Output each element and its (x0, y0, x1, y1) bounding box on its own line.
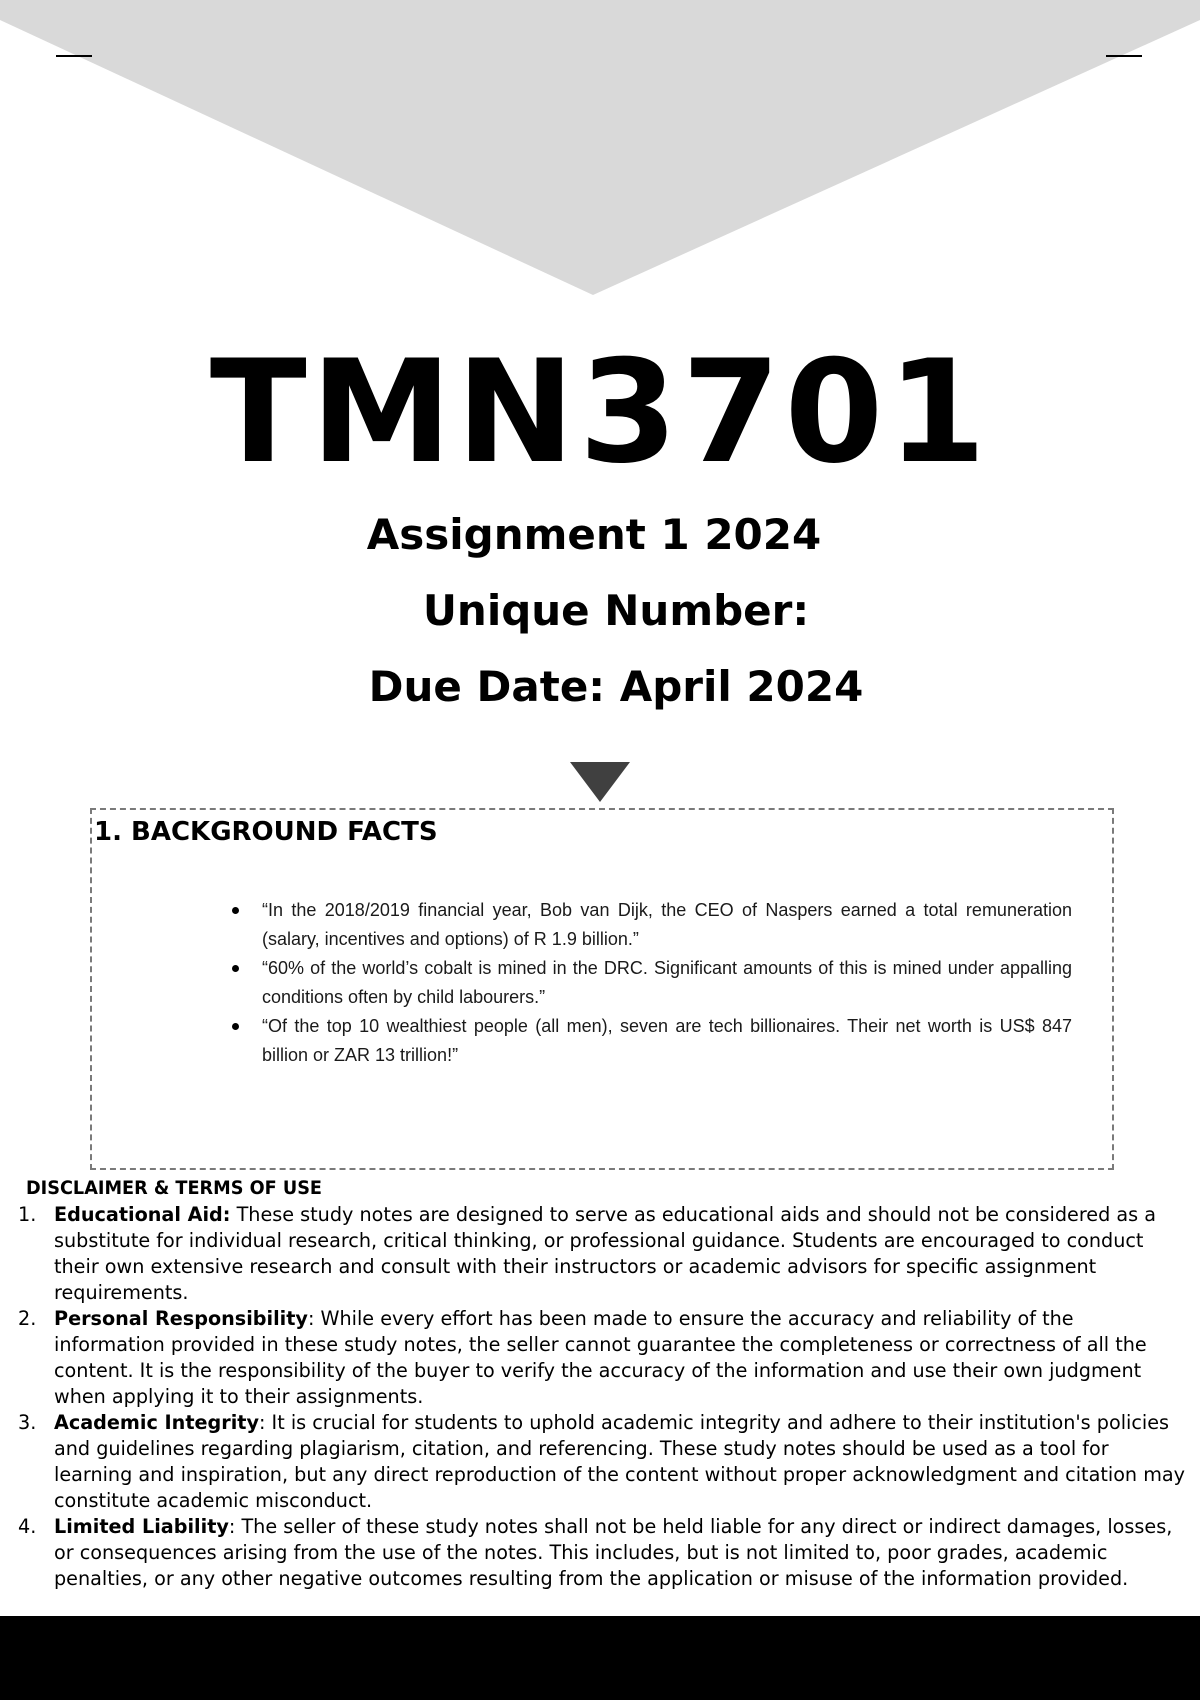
background-facts-list (232, 896, 1072, 1070)
disclaimer-list (16, 1202, 1186, 1592)
assignment-title: Assignment 1 2024 (366, 510, 822, 559)
disclaimer-item-number: 4. (18, 1515, 37, 1538)
disclaimer-item (16, 1306, 1186, 1410)
disclaimer-item (16, 1202, 1186, 1306)
disclaimer-item-number: 1. (18, 1203, 37, 1226)
disclaimer-item-term: Limited Liability (54, 1515, 229, 1538)
disclaimer-item-term: Educational Aid: (54, 1203, 231, 1226)
disclaimer-item-text: : While every effort has been made to ensure the accuracy and reliability of the information provided in these study notes, the seller cannot guarantee the completeness or correctness of all the content. It is the responsibility of the buyer to verify the accuracy of the information and use their own judgment when applying it to their assignments. (54, 1307, 1147, 1408)
disclaimer-item (16, 1410, 1186, 1514)
disclaimer-item-text: : It is crucial for students to uphold academic integrity and adhere to their institution's policies and guidelines regarding plagiarism, citation, and referencing. These study notes should be used as a tool for learning and inspiration, but any direct reproduction of the content without proper acknowledgment and citation may constitute academic misconduct. (54, 1411, 1185, 1512)
disclaimer-item-text: : The seller of these study notes shall not be held liable for any direct or indirect damages, losses, or consequences arising from the use of the notes. This includes, but is not limited to, poor grades, academic penalties, or any other negative outcomes resulting from the application or misuse of the information provided. (54, 1515, 1173, 1590)
header-chevron-shape (0, 0, 1200, 300)
fact-item: “60% of the world’s cobalt is mined in the DRC. Significant amounts of this is mined under appalling conditions often by child labourers.” (232, 954, 1072, 1012)
bottom-bar (0, 1616, 1200, 1700)
corner-rule-right (1106, 55, 1142, 57)
unique-number-label: Unique Number: (422, 586, 810, 635)
due-date-label: Due Date: April 2024 (368, 662, 864, 711)
fact-item: “Of the top 10 wealthiest people (all men), seven are tech billionaires. Their net worth is US$ 847 billion or ZAR 13 trillion!” (232, 1012, 1072, 1070)
disclaimer-title: DISCLAIMER & TERMS OF USE (26, 1177, 323, 1199)
corner-rule-left (56, 55, 92, 57)
down-triangle-icon (570, 762, 630, 802)
disclaimer-item-text: These study notes are designed to serve as educational aids and should not be considered as a substitute for individual research, critical thinking, or professional guidance. Students are encouraged to conduct their own extensive research and consult with their instructors or academic advisors for specific assignment requirements. (54, 1203, 1156, 1304)
disclaimer-item-number: 3. (18, 1411, 37, 1434)
disclaimer-item (16, 1514, 1186, 1592)
disclaimer-item-number: 2. (18, 1307, 37, 1330)
disclaimer-item-term: Academic Integrity (54, 1411, 259, 1434)
fact-item: “In the 2018/2019 financial year, Bob van Dijk, the CEO of Naspers earned a total remuneration (salary, incentives and options) of R 1.9 billion.” (232, 896, 1072, 954)
disclaimer-item-term: Personal Responsibility (54, 1307, 308, 1330)
course-code-title: TMN3701 (209, 330, 991, 495)
background-facts-heading: 1. BACKGROUND FACTS (94, 817, 438, 847)
background-facts-box (90, 808, 1114, 1170)
